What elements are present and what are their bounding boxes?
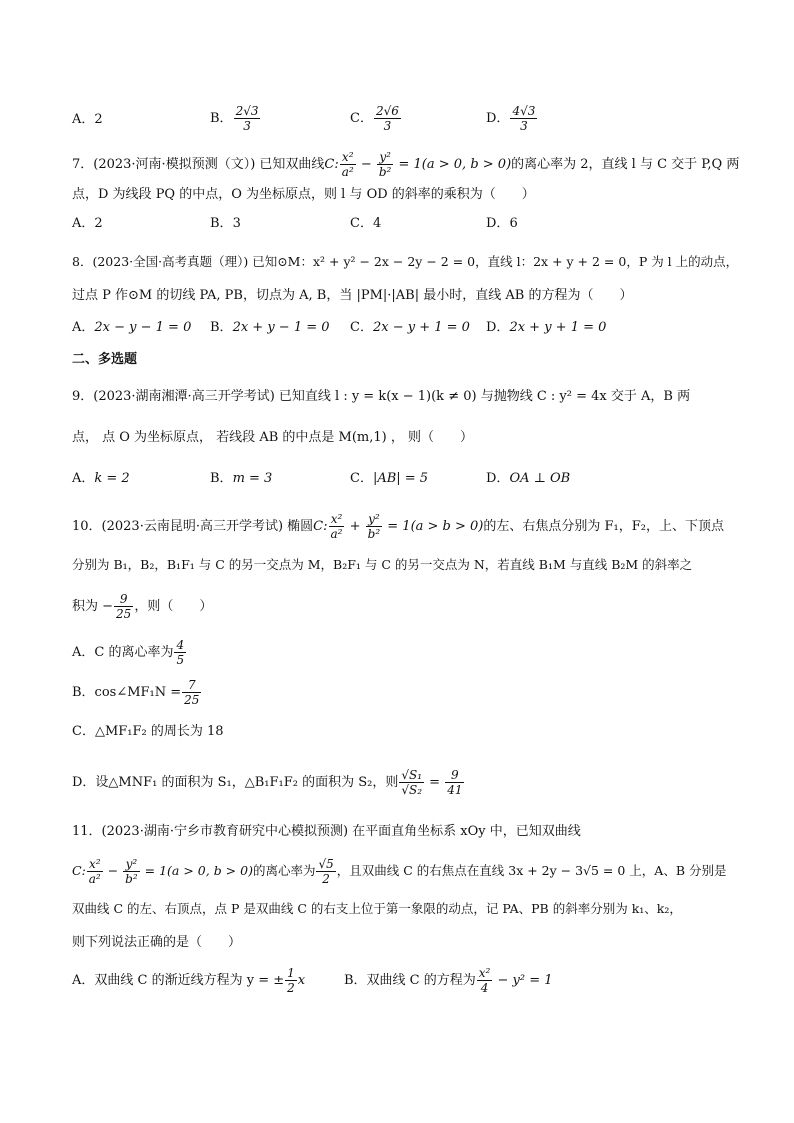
q11-option-b [344,966,553,995]
option-text: m = 3 [232,471,273,486]
q9-option-c [350,469,428,489]
option-text: OA ⊥ OB [509,471,571,486]
option-text: 2x − y + 1 = 0 [372,320,470,335]
fraction-denominator: 2 [322,872,330,886]
fraction-numerator: 9 [445,768,464,783]
q6-option-d [486,104,538,133]
fraction-numerator: 2√6 [375,104,399,118]
option-label: A． [72,112,95,127]
option-text: 2x − y − 1 = 0 [94,320,192,335]
fraction-denominator: 5 [176,653,185,667]
q9-line-2: 点， 点 O 为坐标原点， 若线段 AB 的中点是 M(m,1) ， 则（ ） [72,430,473,445]
q10-option-a [72,638,734,667]
q6-option-c [350,104,402,133]
q7-option-b [210,214,241,234]
q11-line-4: 则下列说法正确的是（ ） [72,935,242,950]
math-fraction [316,857,335,886]
fraction-numerator: x² [87,857,103,872]
math-fraction [445,768,464,797]
q11-line-2 [72,857,734,886]
q10-line-2: 分别为 B₁，B₂，B₁F₁ 与 C 的另一交点为 M，B₂F₁ 与 C 的另一交点为 N，若直线 B₁M 与直线 B₂M 的斜率之 [72,557,693,572]
question-text: 的离心率为 [252,863,316,878]
q10-line-1 [72,512,734,541]
q9-option-a [72,469,130,489]
math-text: C: [72,863,86,878]
question-source: 7．(2023·河南·模拟预测（文）) 已知双曲线 [72,157,325,172]
math-operator: + [345,519,365,534]
math-fraction [87,857,103,886]
fraction-denominator: 2 [287,981,295,995]
fraction-denominator: a² [341,165,354,179]
option-text: A．双曲线 C 的渐近线方程为 y = ± [72,973,285,988]
question-text: 积为 − [72,599,114,614]
fraction-numerator: x² [340,150,356,165]
math-text: x [297,973,306,988]
fraction-numerator: x² [329,512,345,527]
option-label: A． [72,320,95,335]
option-label: B． [210,216,233,231]
option-text: 2x + y + 1 = 0 [509,320,607,335]
q10-option-d [72,768,734,797]
math-text: C: [324,157,339,172]
q8-line-1: 8．(2023·全国·高考真题（理）) 已知⊙M：x² + y² − 2x − 2y − 2 = 0，直线 l：2x + y + 2 = 0，P 为 l 上的动点， [72,254,739,269]
fraction-numerator: 4√3 [512,104,536,118]
option-label: B． [210,111,233,126]
q7-option-d [486,214,518,234]
math-fraction [123,857,140,886]
fraction-numerator: √5 [318,857,334,871]
fraction-denominator: 3 [243,119,251,133]
fraction-numerator: y² [377,150,394,165]
math-operator: = [425,775,445,790]
q11-option-a [72,966,305,995]
option-text: 2 [94,216,103,231]
option-text: 2 [94,112,103,127]
option-text: D．设△MNF₁ 的面积为 S₁，△B₁F₁F₂ 的面积为 S₂，则 [72,775,399,790]
math-text: = 1(a > b > 0) [383,519,484,534]
fraction-numerator: 2√3 [235,104,259,118]
option-label: C． [350,320,373,335]
fraction-denominator: 41 [447,783,463,797]
option-label: B． [210,471,233,486]
q8-line-2: 过点 P 作⊙M 的切线 PA, PB，切点为 A, B，当 |PM|·|AB| 最小时，直线 AB 的方程为（ ） [72,288,633,303]
q8-option-b [210,318,330,338]
fraction-denominator: √S₂ [401,783,423,797]
option-text: k = 2 [94,471,130,486]
option-label: C． [350,216,373,231]
fraction-denominator: 25 [116,607,132,621]
fraction-numerator: 7 [182,678,201,693]
q11-line-3: 双曲线 C 的左、右顶点，点 P 是双曲线 C 的右支上位于第一象限的动点，记 PA、PB 的斜率分别为 k₁、k₂， [72,901,682,916]
question-text: 的离心率为 2，直线 l 与 C 交于 P,Q 两 [511,157,740,172]
question-text: 的左、右焦点分别为 F₁，F₂，上、下顶点 [483,519,724,534]
fraction-denominator: b² [367,527,381,541]
option-text: B．cos∠MF₁N = [72,685,182,700]
fraction-denominator: 3 [520,119,528,133]
fraction-denominator: a² [330,527,343,541]
option-fraction [510,104,537,133]
q7-option-c [350,214,381,234]
option-label: A． [72,471,95,486]
option-label: D． [486,216,510,231]
math-fraction [399,768,424,797]
math-fraction [340,150,356,179]
option-label: C． [350,471,373,486]
q10-option-c: C．△MF₁F₂ 的周长为 18 [72,724,224,739]
q8-option-c [350,318,470,338]
fraction-denominator: 3 [383,119,392,133]
q7-line-1 [72,150,740,179]
option-fraction [374,104,401,133]
option-text: 6 [509,216,518,231]
math-fraction [182,678,201,707]
q6-option-b [210,104,261,133]
math-fraction [366,512,383,541]
section-heading: 二、多选题 [72,352,138,367]
fraction-numerator: 1 [287,966,295,980]
q8-option-d [486,318,606,338]
option-fraction [234,104,261,133]
q9-option-d [486,469,570,489]
math-text: − y² = 1 [493,973,553,988]
fraction-denominator: 4 [480,981,489,995]
math-operator: − [356,157,376,172]
q7-option-a [72,214,103,234]
option-text: 2x + y − 1 = 0 [232,320,330,335]
option-label: D． [486,471,510,486]
fraction-numerator: y² [366,512,383,527]
option-label: C． [350,111,373,126]
option-label: A． [72,216,95,231]
q9-option-b [210,469,272,489]
option-text: |AB| = 5 [372,471,429,486]
fraction-numerator: x² [478,966,491,980]
fraction-numerator: 4 [176,638,185,652]
option-text: B．双曲线 C 的方程为 [344,973,476,988]
option-label: D． [486,111,510,126]
math-fraction [114,592,133,621]
option-label: D． [486,320,510,335]
option-label: B． [210,320,233,335]
fraction-numerator: 9 [114,592,133,607]
question-source: 10．(2023·云南昆明·高三开学考试) 椭圆 [72,519,314,534]
math-fraction [329,512,345,541]
math-text: = 1(a > 0, b > 0) [394,157,512,172]
fraction-numerator: y² [123,857,140,872]
math-fraction [174,638,186,667]
q6-option-a [72,110,103,130]
fraction-denominator: b² [125,872,138,886]
q10-line-3 [72,592,734,621]
math-fraction [285,966,297,995]
option-text: 3 [232,216,241,231]
math-operator: − [103,863,123,878]
q11-line-1: 11．(2023·湖南·宁乡市教育研究中心模拟预测) 在平面直角坐标系 xOy 中，已知双曲线 [72,824,581,839]
math-text: C: [313,519,328,534]
fraction-denominator: 25 [184,693,200,707]
fraction-denominator: b² [378,165,392,179]
question-text: ，则（ ） [134,599,213,614]
q8-option-a [72,318,191,338]
fraction-denominator: a² [88,872,101,886]
q9-line-1: 9．(2023·湖南湘潭·高三开学考试) 已知直线 l : y = k(x − 1)(k ≠ 0) 与抛物线 C : y² = 4x 交于 A，B 两 [72,389,691,404]
fraction-numerator: √S₁ [401,768,423,782]
question-text: ，且双曲线 C 的右焦点在直线 3x + 2y − 3√5 = 0 上，A、B 分别是 [336,863,727,878]
option-text: 4 [372,216,382,231]
option-text: A．C 的离心率为 [72,645,174,660]
q7-line-2: 点，D 为线段 PQ 的中点，O 为坐标原点，则 l 与 OD 的斜率的乘积为（ ） [72,187,535,202]
math-fraction [377,150,394,179]
math-fraction [477,966,493,995]
math-text: = 1(a > 0, b > 0) [140,863,253,878]
q10-option-b [72,678,734,707]
